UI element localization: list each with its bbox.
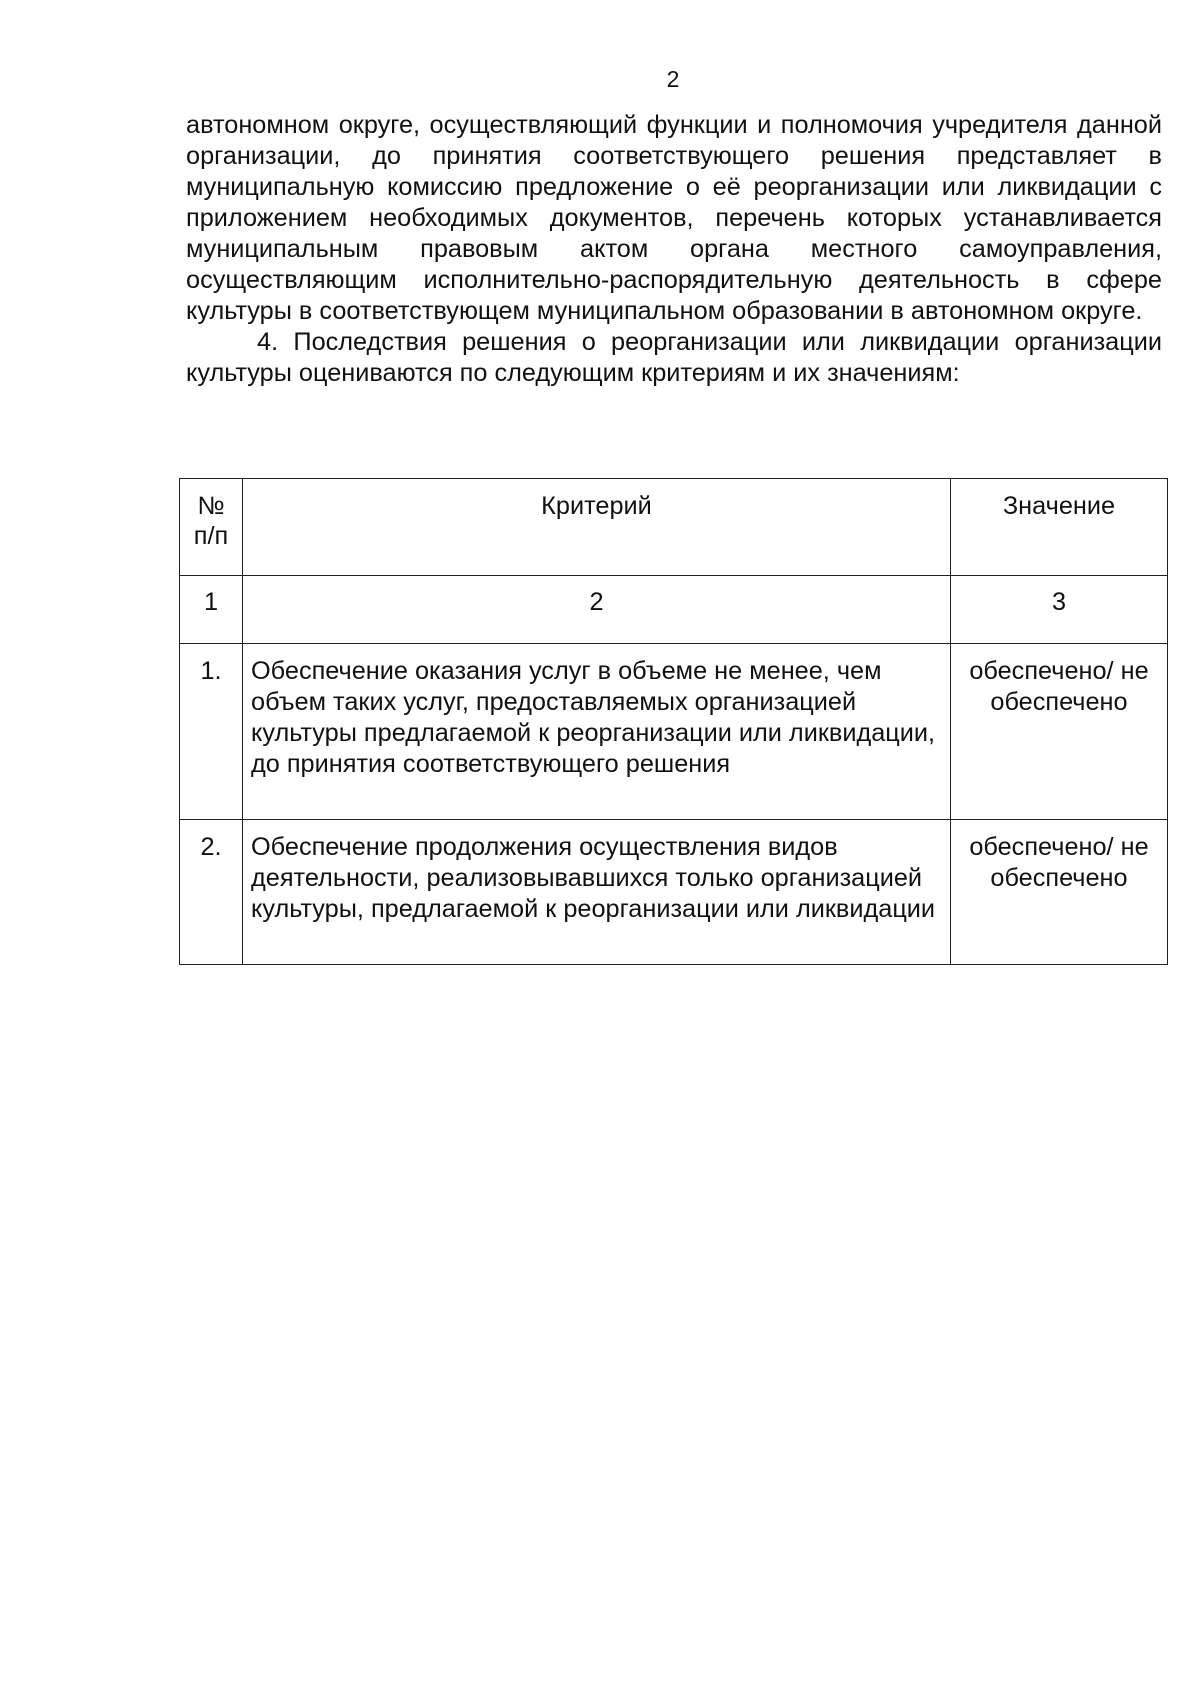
row-number: 1. bbox=[180, 644, 243, 820]
header-number: № п/п bbox=[180, 479, 243, 576]
paragraph-item-4: 4. Последствия решения о реорганизации или ликвидации организации культуры оцениваются по следующим критериям и их значениям: bbox=[186, 328, 1162, 387]
row-criterion: Обеспечение продолжения осуществления видов деятельности, реализовывавшихся только организацией культуры, предлагаемой к реорганизации или ликвидации bbox=[243, 820, 951, 965]
table-row bbox=[180, 820, 1168, 965]
document-body bbox=[186, 110, 1162, 389]
table-row bbox=[180, 644, 1168, 820]
header-criterion: Критерий bbox=[243, 479, 951, 576]
criteria-table bbox=[179, 478, 1168, 965]
column-number: 1 bbox=[180, 576, 243, 644]
header-value: Значение bbox=[951, 479, 1168, 576]
paragraph-continuation: автономном округе, осуществляющий функции и полномочия учредителя данной организации, до принятия соответствующего решения представляет в муниципальную комиссию предложение о её реорганизации или ликвидации с приложением необходимых документов, перечень которых устанавливается муниципальным правовым актом органа местного самоуправления, осуществляющим исполнительно-распорядительную деятельность в сфере культуры в соответствующем муниципальном образовании в автономном округе. bbox=[186, 111, 1162, 325]
column-number: 2 bbox=[243, 576, 951, 644]
row-number: 2. bbox=[180, 820, 243, 965]
row-value: обеспечено/ не обеспечено bbox=[951, 644, 1168, 820]
page-number: 2 bbox=[666, 66, 680, 92]
row-criterion: Обеспечение оказания услуг в объеме не менее, чем объем таких услуг, предоставляемых организацией культуры предлагаемой к реорганизации или ликвидации, до принятия соответствующего решения bbox=[243, 644, 951, 820]
row-value: обеспечено/ не обеспечено bbox=[951, 820, 1168, 965]
column-number: 3 bbox=[951, 576, 1168, 644]
table-header-row bbox=[180, 479, 1168, 576]
column-numbers-row bbox=[180, 576, 1168, 644]
